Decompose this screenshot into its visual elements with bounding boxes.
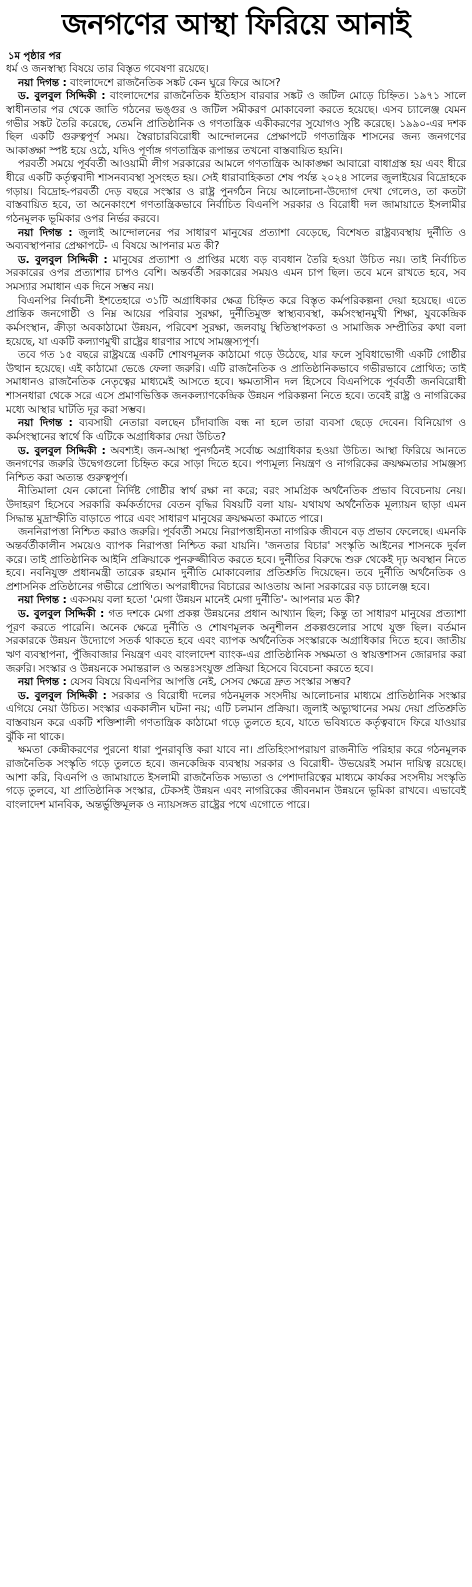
paragraph-text: বিএনপির নির্বাচনী ইশতেহারে ৩১টি অগ্রাধিকার ক্ষেত্র চিহ্নিত করে বিস্তৃত কর্মপরিকল্পনা দেয়া হয়েছে। এতে প্রান্তিক জনগোষ্ঠী ও নিম্ন আয়ের পরিবার সুরক্ষা, দুর্নীতিমুক্ত স্বাস্থ্যব্যবস্থা, কর্মসংস্থানমুখী শিক্ষা, যুবকেন্দ্রিক কর্মসংস্থান, ক্রীড়া অবকাঠামো উন্নয়ন, পরিবেশ সুরক্ষা, জলবায়ু স্থিতিস্থাপকতা ও সামাজিক সম্প্রীতির কথা বলা হয়েছে, যা একটি কল্যাণমুখী রাষ্ট্রের ধারণার সাথে সামঞ্জস্যপূর্ণ। (6, 294, 466, 348)
article-paragraph (6, 744, 466, 812)
headline: জনগণের আস্থা ফিরিয়ে আনাই (61, 7, 411, 41)
article-paragraph (6, 349, 466, 417)
interviewee-label: ড. বুলবুল সিদ্দিকী : (18, 444, 106, 457)
continued-from-label: ১ম পৃষ্ঠার পর (8, 51, 61, 62)
interviewer-label: নয়া দিগন্ত : (18, 417, 73, 430)
interviewee-label: ড. বুলবুল সিদ্দিকী : (18, 608, 105, 620)
article-paragraph (6, 227, 466, 254)
article-paragraph (6, 77, 466, 91)
interviewee-label: ড. বুলবুল সিদ্দিকী : (18, 689, 107, 702)
article-paragraph (6, 445, 466, 486)
paragraph-text: পরবর্তী সময়ে পূর্ববর্তী আওয়ামী লীগ সরকারের আমলে গণতান্ত্রিক আকাঙ্ক্ষা আবারো বাধাগ্রস্ত হয় এবং ধীরে ধীরে একটি কর্তৃত্ববাদী শাসনব্যবস্থা সুসংহত হয়। সেই ধারাবাহিকতা শেষ পর্যন্ত ২০২৪ সালের জুলাইয়ের বিদ্রোহকে গড়ায়। বিদ্রোহ-পরবর্তী দেড় বছরে সংস্কার ও রাষ্ট্র পুনর্গঠন নিয়ে আলোচনা-উদ্যোগ দেখা গেলেও, তা কতটা বাস্তবায়িত হবে, তা অনেকাংশে গণতান্ত্রিকভাবে নির্বাচিত বিএনপি সরকার ও বিরোধী দল জামায়াতে ইসলামীর গঠনমূলক ভূমিকার ওপর নির্ভর করবে। (6, 158, 466, 225)
article-paragraph (6, 295, 466, 350)
article-paragraph (6, 676, 466, 690)
article-paragraph (6, 158, 466, 226)
article-paragraph (6, 254, 466, 295)
interviewer-label: নয়া দিগন্ত : (18, 76, 67, 89)
article-paragraph (6, 690, 466, 745)
interviewee-label: ড. বুলবুল সিদ্দিকী : (18, 253, 108, 266)
paragraph-text: ব্যবসায়ী নেতারা বলছেন চাঁদাবাজি বন্ধ না হলে তারা ব্যবসা ছেড়ে দেবেন। বিনিয়োগ ও কর্মসংস্থানের স্বার্থে কি এটিকে অগ্রাধিকার দেয়া উচিত? (6, 417, 466, 443)
paragraph-text: একসময় বলা হতো 'মেগা উন্নয়ন মানেই মেগা দুর্নীতি'- আপনার মত কী? (66, 594, 361, 607)
article-paragraph (6, 417, 466, 444)
paragraph-text: নীতিমালা যেন কোনো নির্দিষ্ট গোষ্ঠীর স্বার্থ রক্ষা না করে; বরং সামগ্রিক অর্থনৈতিক প্রভাব বিবেচনায় নেয়। উদাহরণ হিসেবে সরকারি কর্মকর্তাদের বেতন বৃদ্ধির বিষয়টি বলা যায়- যথাযথ অর্থনৈতিক মূল্যায়ন ছাড়া এমন সিদ্ধান্ত মুদ্রাস্ফীতি বাড়াতে পারে এবং সাধারণ মানুষের ক্রয়ক্ষমতা কমাতে পারে। (6, 485, 466, 525)
interviewer-label: নয়া দিগন্ত : (18, 594, 67, 607)
article-paragraph (6, 594, 466, 608)
paragraph-text: জননিরাপত্তা নিশ্চিত করাও জরুরি। পূর্ববর্তী সময়ে নিরাপত্তাহীনতা নাগরিক জীবনে বড় প্রভাব ফেলেছে। এমনকি অন্তর্বর্তীকালীন সময়েও ব্যাপক নিরাপত্তা নিশ্চিত করা যায়নি। 'জনতার বিচার' সংস্কৃতি আইনের শাসনকে দুর্বল করে। তাই প্রাতিষ্ঠানিক আইনি প্রক্রিয়াকে পুনরুজ্জীবিত করতে হবে। দুর্নীতির বিরুদ্ধে শুরু থেকেই দৃঢ় অবস্থান নিতে হবে। নবনিযুক্ত প্রধানমন্ত্রী তারেক রহমান দুর্নীতি মোকাবেলার প্রতিশ্রুতি দিয়েছেন। তবে দুর্নীতি অর্থনৈতিক ও প্রশাসনিক প্রতিষ্ঠানের গভীরে প্রোথিত। অপরাধীদের বিচারের আওতায় আনা সরকারের বড় চ্যালেঞ্জ হবে। (6, 526, 466, 593)
paragraph-text: সরকার ও বিরোধী দলের গঠনমূলক সংসদীয় আলোচনার মাধ্যমে প্রাতিষ্ঠানিক সংস্কার এগিয়ে নেয়া উচিত। সংস্কার এককালীন ঘটনা নয়; এটি চলমান প্রক্রিয়া। জুলাই অভ্যুত্থানের সময় দেয়া প্রতিশ্রুতি বাস্তবায়ন করে একটি শক্তিশালী গণতান্ত্রিক কাঠামো গড়ে তুলতে হবে, যাতে ভবিষ্যতে কর্তৃত্ববাদে ফিরে যাওয়ার ঝুঁকি না থাকে। (6, 689, 466, 743)
paragraph-text: বাংলাদেশের রাজনৈতিক ইতিহাস বারবার সঙ্কট ও জটিল মোড়ে চিহ্নিত। ১৯৭১ সালে স্বাধীনতার পর থেকে জাতি গঠনের ভঙ্গুর ও জটিল সমীকরণ মোকাবেলা করতে হয়েছে। এসব চ্যালেঞ্জ যেমন গভীর সঙ্কট তৈরি করেছে, তেমনি প্রাতিষ্ঠানিক ও গণতান্ত্রিক একীকরণের সুযোগও সৃষ্টি করেছে। ১৯৯০-এর দশক ছিল একটি গুরুত্বপূর্ণ সময়। স্বৈরাচারবিরোধী আন্দোলনের প্রেক্ষাপটে গণতান্ত্রিক শাসনের জন্য জনগণের আকাঙ্ক্ষা স্পষ্ট হয়ে ওঠে, যদিও পূর্ণাঙ্গ গণতান্ত্রিক রূপান্তর তখনো বাস্তবায়িত হয়নি। (6, 90, 466, 157)
paragraph-text: গত দশকে মেগা প্রকল্প উন্নয়নের প্রধান আখ্যান ছিল; কিন্তু তা সাধারণ মানুষের প্রত্যাশা পূরণ করতে পারেনি। অনেক ক্ষেত্রে দুর্নীতি ও শোষণমূলক অনুশীলন প্রকল্পগুলোর সাথে যুক্ত ছিল। বর্তমান সরকারকে উন্নয়ন উদ্যোগে সতর্ক থাকতে হবে এবং ব্যাপক অর্থনৈতিক সংস্কারকে অগ্রাধিকার দিতে হবে। জাতীয় ঋণ ব্যবস্থাপনা, পুঁজিবাজার নিয়ন্ত্রণ এবং বাংলাদেশ ব্যাংক-এর প্রাতিষ্ঠানিক সক্ষমতা ও স্বায়ত্তশাসন জোরদার করা জরুরি। সংস্কার ও উন্নয়নকে সমান্তরাল ও অন্তঃসংযুক্ত প্রক্রিয়া হিসেবে বিবেচনা করতে হবে। (6, 608, 466, 675)
article-paragraph (6, 63, 466, 77)
interviewee-label: ড. বুলবুল সিদ্দিকী : (18, 90, 106, 103)
article-body (6, 63, 466, 812)
article-paragraph (6, 90, 466, 158)
paragraph-text: অবশ্যই। জন-আস্থা পুনর্গঠনই সর্বোচ্চ অগ্রাধিকার হওয়া উচিত। আস্থা ফিরিয়ে আনতে জনগণের জরুরি উদ্বেগগুলো চিহ্নিত করে সাড়া দিতে হবে। পণ্যমূল্য নিয়ন্ত্রণ ও নাগরিকের ক্রয়ক্ষমতার সামঞ্জস্য নিশ্চিত করা অত্যন্ত গুরুত্বপূর্ণ। (6, 444, 466, 484)
paragraph-text: মানুষের প্রত্যাশা ও প্রাপ্তির মধ্যে বড় ব্যবধান তৈরি হওয়া উচিত নয়। তাই নির্বাচিত সরকারের ওপর প্রত্যাশার চাপও বেশি। অন্তর্বর্তী সরকারের সময়ও এমন চাপ ছিল। তবে মনে রাখতে হবে, সব সমস্যার সমাধান এক দিনে সম্ভব নয়। (6, 253, 466, 293)
paragraph-text: ধর্ম ও জনস্বাস্থ্য বিষয়ে তার বিস্তৃত গবেষণা রয়েছে। (6, 63, 209, 75)
paragraph-text: ক্ষমতা কেন্দ্রীকরণের পুরনো ধারা পুনরাবৃত্তি করা যাবে না। প্রতিহিংসাপরায়ণ রাজনীতি পরিহার করে গঠনমূলক রাজনৈতিক সংস্কৃতি গড়ে তুলতে হবে। জনকেন্দ্রিক ব্যবস্থায় সরকার ও বিরোধী- উভয়েরই সমান দায়িত্ব রয়েছে। আশা করি, বিএনপি ও জামায়াতে ইসলামী রাজনৈতিক সভ্যতা ও পেশাদারিত্বের মাধ্যমে কার্যকর সংসদীয় সংস্কৃতি গড়ে তুলবে, যা প্রাতিষ্ঠানিক সংস্কার, টেকসই উন্নয়ন এবং নাগরিকের জীবনমান উন্নয়নে ভূমিকা রাখবে। এভাবেই বাংলাদেশ মানবিক, অন্তর্ভুক্তিমূলক ও ন্যায়সঙ্গত রাষ্ট্রের পথে এগোতে পারে। (6, 744, 466, 811)
paragraph-text: জুলাই আন্দোলনের পর সাধারণ মানুষের প্রত্যাশা বেড়েছে, বিশেষত রাষ্ট্রব্যবস্থায় দুর্নীতি ও অব্যবস্থাপনার প্রেক্ষাপটে- এ বিষয়ে আপনার মত কী? (6, 226, 467, 253)
paragraph-text: বাংলাদেশে রাজনৈতিক সঙ্কট কেন ঘুরে ফিরে আসে? (66, 76, 281, 89)
interviewer-label: নয়া দিগন্ত : (18, 676, 67, 689)
paragraph-text: তবে গত ১৫ বছরে রাষ্ট্রযন্ত্রে একটি শোষণমূলক কাঠামো গড়ে উঠেছে, যার ফলে সুবিধাভোগী একটি গোষ্ঠীর উত্থান হয়েছে। এই কাঠামো ভেঙে ফেলা জরুরি। এটি রাজনৈতিক ও প্রাতিষ্ঠানিকভাবে গভীরভাবে প্রোথিত; তাই সমাধানও রাজনৈতিক নেতৃত্বের মাধ্যমেই আসতে হবে। ক্ষমতাসীন দল হিসেবে বিএনপিকে পূর্ববর্তী জনবিরোধী শাসনধারা থেকে সরে এসে প্রমাণভিত্তিক জনকল্যাণকেন্দ্রিক উন্নয়ন পরিকল্পনা নিতে হবে। তবেই রাষ্ট্র ও নাগরিকের মধ্যে আস্থার ঘাটতি দূর করা সম্ভব। (6, 349, 466, 416)
paragraph-text: যেসব বিষয়ে বিএনপির আপত্তি নেই, সেসব ক্ষেত্রে দ্রুত সংস্কার সম্ভব? (66, 676, 352, 689)
interviewer-label: নয়া দিগন্ত : (18, 226, 73, 239)
article-paragraph (6, 485, 466, 526)
article-paragraph (6, 608, 466, 676)
article-paragraph (6, 526, 466, 594)
